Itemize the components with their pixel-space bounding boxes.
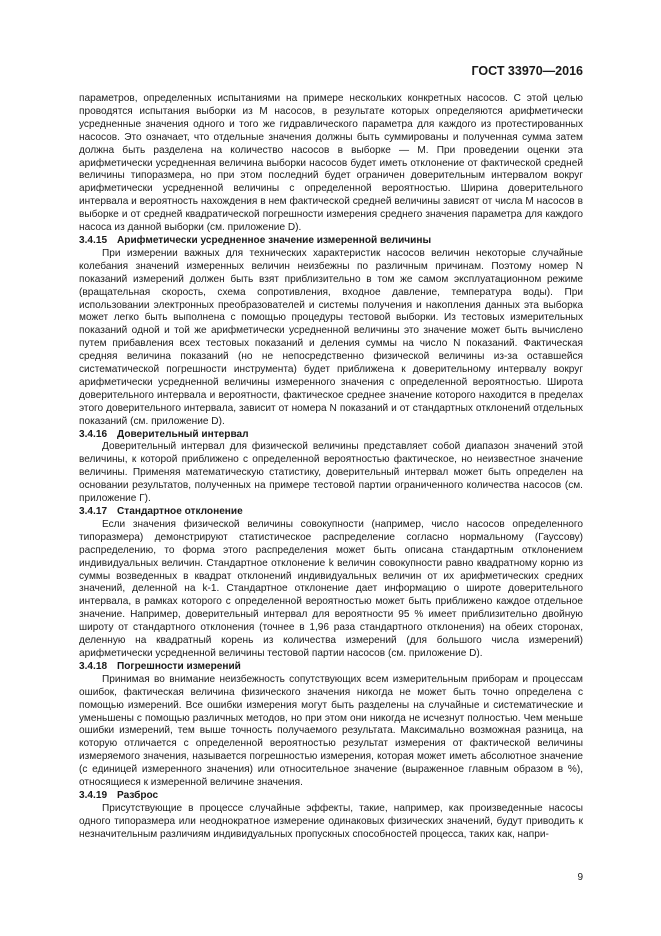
section-heading-3-4-15 [79,235,583,248]
section-text-3-4-19: Присутствующие в процессе случайные эффекты, такие, например, как произведенные насосы одного типоразмера или неоднократное измерение одинаковых физических значений, будут приводить к незначительным различиям индивидуальных пропускных способностей процесса, таких как, напри- [79,802,583,840]
section-number: 3.4.15 [79,234,108,246]
document-code-header: ГОСТ 33970—2016 [471,64,583,78]
section-title: Погрешности измерений [117,660,241,672]
section-number: 3.4.16 [79,428,108,440]
section-title: Арифметически усредненное значение измеренной величины [117,234,432,246]
section-heading-3-4-18 [79,661,583,674]
section-number: 3.4.19 [79,789,108,801]
section-title: Разброс [117,789,159,801]
section-number: 3.4.18 [79,660,108,672]
section-text-3-4-15: При измерении важных для технических характеристик насосов величин некоторые случайные колебания значений измеренных величин неизбежны по различным причинам. Поэтому номер N показаний измерений должен быть взят приблизительно в том же самом эксплуатационном режиме (вращательная скорость, схема сопротивления, входное давление, температура воды). При использовании электронных преобразователей и системы получения и накопления данных эта выборка может легко быть выполнена с помощью процедуры тестовой выборки. Из тестовых измерительных показаний одной и той же арифметически усредненной величины это значение может быть вычислено путем прибавления всех тестовых показаний и деления суммы на число N показаний. Фактическая средняя величина показаний (но не непосредственно физической величины из-за оставшейся систематической погрешности инструмента) будет приближена к доверительному интервалу вокруг арифметически усредненной величины измеренного значения с определенной вероятностью. Широта доверительного интервала и вероятности, фактическое среднее значение которого находится в пределах этого доверительного интервала, зависит от номера N показаний и от стандартных отклонений отдельных показаний (см. приложение D). [79,247,583,427]
section-title: Доверительный интервал [117,428,249,440]
section-heading-3-4-19 [79,790,583,803]
section-text-3-4-18: Принимая во внимание неизбежность сопутствующих всем измерительным приборам и процессам ошибок, фактическая величина физического значения никогда не может быть точно определена с помощью измерений. Все ошибки измерения могут быть разделены на случайные и систематические и уменьшены с помощью различных методов, но при этом они никогда не исчезнут полностью. Чем меньше ошибки измерений, тем выше точность получаемого результата. Максимально возможная разница, на которую отличается с определенной вероятностью результат измерения от фактической величины измеряемого значения, называется погрешностью измерения, которая может иметь абсолютное значение (с единицей измеренного значения) или относительное значение (выраженное главным образом в %), относящиеся к измеренной величине значения. [79,673,583,789]
section-heading-3-4-16 [79,429,583,442]
section-text-3-4-17: Если значения физической величины совокупности (например, число насосов определенного типоразмера) демонстрируют статистическое распределение согласно нормальному (Гауссову) распределению, то форма этого распределения может быть описана стандартным отклонением индивидуальных величин. Стандартное отклонение k величин совокупности равно квадратному корню из суммы возведенных в квадрат отклонений индивидуальных величин от их арифметических средних значений, деленной на k-1. Стандартное отклонение дает информацию о широте доверительного интервала, в рамках которого с определенной вероятностью может быть приближено каждое отдельное значение. Например, доверительный интервал для вероятности 95 % имеет приблизительно двойную широту от стандартного отклонения (точнее в 1,96 раза стандартного отклонения) на обеих сторонах, деленную на квадратный корень из количества измерений (для большого числа измерений) арифметически усредненной величины тестовой партии насосов (см. приложение D). [79,518,583,659]
page-body [79,93,583,842]
section-title: Стандартное отклонение [117,506,243,517]
intro-paragraph: параметров, определенных испытаниями на примере нескольких конкретных насосов. С этой целью проводятся испытания выборки из М насосов, в результате которых определяются арифметически усредненные значения одного и того же гидравлического параметра для каждого из протестированных насосов. Это означает, что отдельные значения должны быть суммированы и полученная сумма затем должна быть разделена на количество насосов в выборке — М. При проведении оценки эта арифметически усредненная величина выборки насосов будет иметь отклонение от фактической средней величины типоразмера, но при этом последний будет ограничен доверительным интервалом вокруг арифметически усредненной величины с определенной вероятностью. Ширина доверительного интервала и вероятность нахождения в нем фактической средней величины зависят от числа М насосов в выборке и от средней квадратической погрешности измерения среднего значения параметра для каждого насоса из данной выборки (см. приложение D). [79,93,583,234]
section-number: 3.4.17 [79,506,108,517]
section-text-3-4-16: Доверительный интервал для физической величины представляет собой диапазон значений этой величины, к которой приближено с определенной вероятностью фактическое, но неизвестное значение величины. Применяя математическую статистику, доверительный интервал может быть определен на основании результатов, полученных на примере тестовой партии ограниченного количества насосов (см. приложение Г). [79,441,583,505]
page-number: 9 [577,872,583,883]
section-heading-3-4-17 [79,506,583,519]
